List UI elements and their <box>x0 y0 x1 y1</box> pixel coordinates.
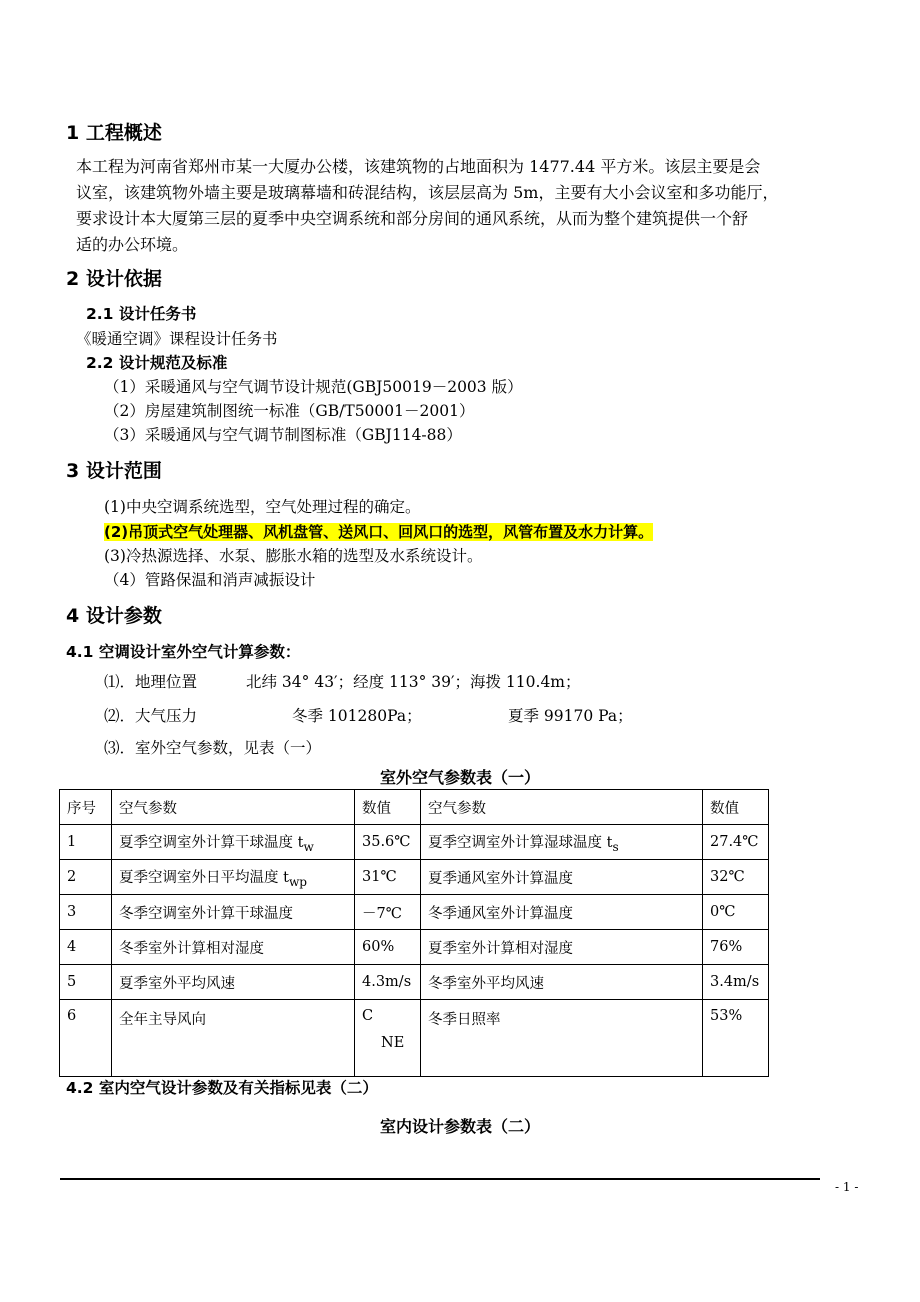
location-value: 北纬 34° 43′；经度 113° 39′；海拨 110.4m； <box>246 673 581 691</box>
param-value: 3.4m/s <box>703 965 769 1000</box>
param-name <box>112 860 355 895</box>
param-value: 0℃ <box>703 895 769 930</box>
param-name: 夏季室外计算相对湿度 <box>421 930 703 965</box>
subsection-4-1-heading: 4.1 空调设计室外空气计算参数： <box>66 643 301 661</box>
row-number: 5 <box>60 965 112 1000</box>
paragraph-line: 本工程为河南省郑州市某一大厦办公楼，该建筑物的占地面积为 1477.44 平方米。该层主要是会 <box>76 157 761 176</box>
subsection-4-2-heading: 4.2 室内空气设计参数及有关指标见表（二） <box>66 1079 378 1097</box>
standard-item-1: （1）采暖通风与空气调节设计规范(GBJ50019－2003 版） <box>104 378 523 396</box>
table-row <box>60 930 769 965</box>
param-name <box>112 825 355 860</box>
scope-item-2-highlighted <box>104 520 653 544</box>
param-text: 夏季空调室外计算干球温度 t <box>119 834 304 851</box>
row-number: 2 <box>60 860 112 895</box>
param-name: 冬季空调室外计算干球温度 <box>112 895 355 930</box>
section-2-heading: 2 设计依据 <box>66 268 162 290</box>
row-number: 6 <box>60 1000 112 1077</box>
pressure-winter: 冬季 101280Pa； <box>292 707 422 725</box>
wind-direction-ne: NE <box>381 1035 405 1051</box>
param-name: 夏季室外平均风速 <box>112 965 355 1000</box>
param-subscript: s <box>612 839 619 854</box>
scope-item-3: (3)冷热源选择、水泵、膨胀水箱的选型及水系统设计。 <box>104 547 483 565</box>
highlight-text: (2)吊顶式空气处理器、风机盘管、送风口、回风口的选型，风管布置及水力计算。 <box>104 523 654 541</box>
table-row <box>60 965 769 1000</box>
standard-item-3: （3）采暖通风与空气调节制图标准（GBJ114-88） <box>104 426 462 444</box>
footer-divider <box>60 1178 820 1180</box>
location-label: ⑴．地理位置 <box>104 673 198 691</box>
pressure-label: ⑵．大气压力 <box>104 707 198 725</box>
param-value: 60% <box>355 930 421 965</box>
param-name <box>421 825 703 860</box>
scope-item-4: （4）管路保温和消声减振设计 <box>104 571 316 589</box>
param-name: 冬季通风室外计算温度 <box>421 895 703 930</box>
param-name: 冬季室外计算相对湿度 <box>112 930 355 965</box>
standard-item-2: （2）房屋建筑制图统一标准（GB/T50001－2001） <box>104 402 475 420</box>
param-value: 31℃ <box>355 860 421 895</box>
param-name: 全年主导风向 <box>112 1000 355 1077</box>
param-value: 32℃ <box>703 860 769 895</box>
param-text: 夏季空调室外计算湿球温度 t <box>428 834 613 851</box>
outdoor-params-ref: ⑶．室外空气参数，见表（一） <box>104 739 322 757</box>
param-value: 4.3m/s <box>355 965 421 1000</box>
table-2-title: 室内设计参数表（二） <box>379 1117 540 1136</box>
param-value: 76% <box>703 930 769 965</box>
table-row <box>60 895 769 930</box>
table-header-row <box>60 790 769 825</box>
section-1-heading: 1 工程概述 <box>66 122 162 144</box>
section-3-heading: 3 设计范围 <box>66 460 162 482</box>
param-name: 冬季室外平均风速 <box>421 965 703 1000</box>
outdoor-params-table <box>59 789 769 1077</box>
param-subscript: wp <box>288 874 308 889</box>
header-cell: 数值 <box>355 790 421 825</box>
table-row <box>60 825 769 860</box>
task-book-text: 《暖通空调》课程设计任务书 <box>76 330 278 348</box>
scope-item-1: (1)中央空调系统选型，空气处理过程的确定。 <box>104 498 421 516</box>
param-subscript: w <box>303 839 314 854</box>
param-text: 夏季空调室外日平均温度 t <box>119 869 289 886</box>
param-name: 夏季通风室外计算温度 <box>421 860 703 895</box>
paragraph-line: 适的办公环境。 <box>76 235 189 254</box>
wind-direction-calm: C <box>362 1008 374 1024</box>
row-number: 3 <box>60 895 112 930</box>
header-cell: 数值 <box>703 790 769 825</box>
table-row <box>60 860 769 895</box>
param-value: 53% <box>703 1000 769 1077</box>
subsection-2-1-heading: 2.1 设计任务书 <box>86 305 197 323</box>
param-value: 27.4℃ <box>703 825 769 860</box>
header-cell: 空气参数 <box>112 790 355 825</box>
param-value: 35.6℃ <box>355 825 421 860</box>
subsection-2-2-heading: 2.2 设计规范及标准 <box>86 354 228 372</box>
header-cell: 空气参数 <box>421 790 703 825</box>
param-value <box>355 1000 421 1077</box>
page-number: - 1 - <box>835 1180 859 1194</box>
row-number: 1 <box>60 825 112 860</box>
paragraph-line: 议室，该建筑物外墙主要是玻璃幕墙和砖混结构，该层层高为 5m，主要有大小会议室和多功能厅， <box>76 183 779 202</box>
table-row <box>60 1000 769 1077</box>
param-value: －7℃ <box>355 895 421 930</box>
header-cell: 序号 <box>60 790 112 825</box>
row-number: 4 <box>60 930 112 965</box>
pressure-summer: 夏季 99170 Pa； <box>508 707 633 725</box>
paragraph-line: 要求设计本大厦第三层的夏季中央空调系统和部分房间的通风系统，从而为整个建筑提供一个舒 <box>76 209 749 228</box>
section-4-heading: 4 设计参数 <box>66 605 162 627</box>
table-1-title: 室外空气参数表（一） <box>379 768 540 787</box>
param-name: 冬季日照率 <box>421 1000 703 1077</box>
section-1-paragraph <box>76 154 868 258</box>
